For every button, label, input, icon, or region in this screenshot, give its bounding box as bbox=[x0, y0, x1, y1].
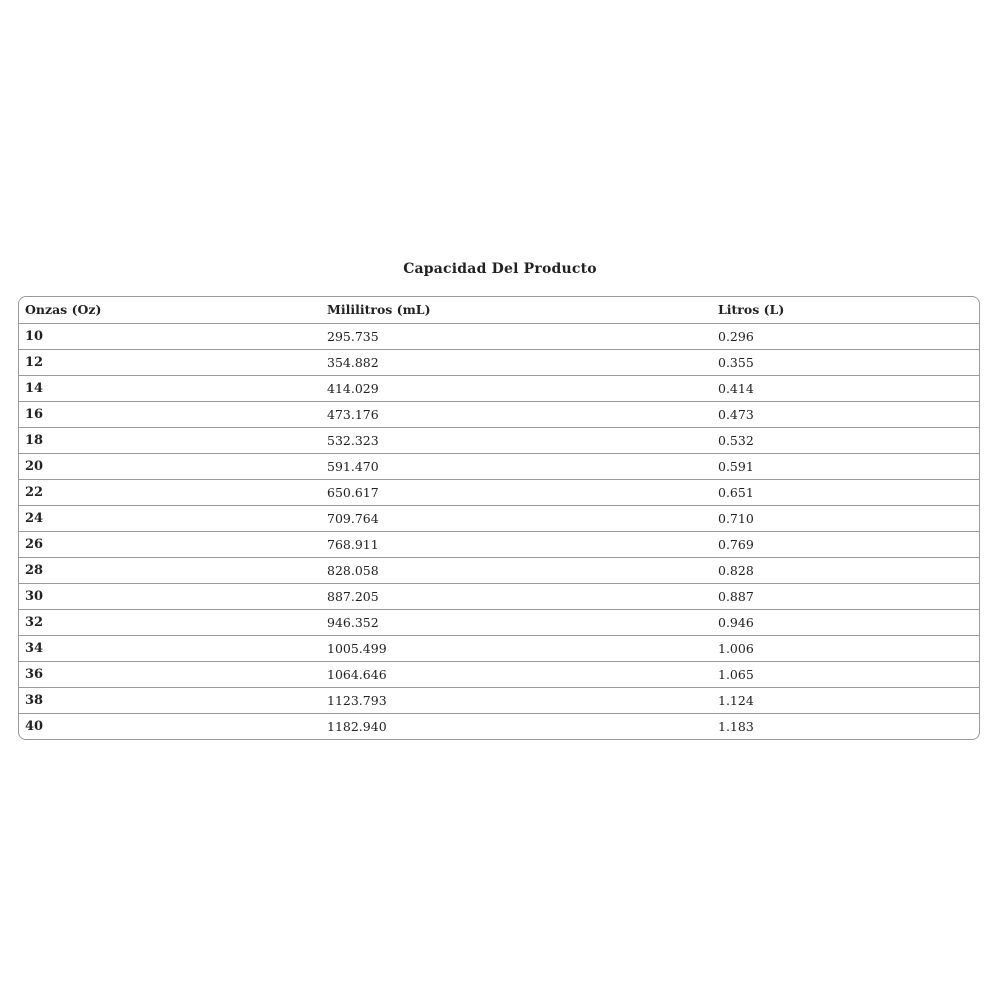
cell-liters: 0.296 bbox=[712, 323, 980, 349]
cell-milliliters: 768.911 bbox=[321, 531, 712, 557]
cell-liters: 0.414 bbox=[712, 375, 980, 401]
cell-liters: 0.710 bbox=[712, 505, 980, 531]
cell-ounces: 32 bbox=[19, 609, 321, 635]
conversion-table bbox=[19, 297, 980, 739]
cell-ounces: 20 bbox=[19, 453, 321, 479]
cell-liters: 1.065 bbox=[712, 661, 980, 687]
table-body bbox=[19, 323, 980, 739]
cell-liters: 0.946 bbox=[712, 609, 980, 635]
table-row bbox=[19, 687, 980, 713]
cell-ounces: 18 bbox=[19, 427, 321, 453]
table-row bbox=[19, 427, 980, 453]
cell-ounces: 10 bbox=[19, 323, 321, 349]
table-row bbox=[19, 661, 980, 687]
cell-liters: 0.355 bbox=[712, 349, 980, 375]
cell-ounces: 24 bbox=[19, 505, 321, 531]
cell-ounces: 22 bbox=[19, 479, 321, 505]
cell-liters: 0.887 bbox=[712, 583, 980, 609]
cell-milliliters: 354.882 bbox=[321, 349, 712, 375]
table-row bbox=[19, 375, 980, 401]
table-row bbox=[19, 479, 980, 505]
cell-liters: 0.769 bbox=[712, 531, 980, 557]
cell-liters: 0.473 bbox=[712, 401, 980, 427]
cell-ounces: 14 bbox=[19, 375, 321, 401]
table-row bbox=[19, 349, 980, 375]
cell-ounces: 16 bbox=[19, 401, 321, 427]
cell-milliliters: 295.735 bbox=[321, 323, 712, 349]
cell-ounces: 40 bbox=[25, 718, 44, 734]
table-row bbox=[19, 635, 980, 661]
cell-milliliters: 887.205 bbox=[321, 583, 712, 609]
header-liters: Litros (L) bbox=[712, 297, 980, 323]
cell-milliliters: 591.470 bbox=[321, 453, 712, 479]
cell-milliliters: 1123.793 bbox=[321, 687, 712, 713]
cell-milliliters: 828.058 bbox=[321, 557, 712, 583]
table-row bbox=[19, 453, 980, 479]
cell-liters: 1.124 bbox=[712, 687, 980, 713]
table-row bbox=[19, 583, 980, 609]
cell-milliliters: 709.764 bbox=[321, 505, 712, 531]
cell-milliliters: 1064.646 bbox=[321, 661, 712, 687]
cell-milliliters: 650.617 bbox=[321, 479, 712, 505]
table-row bbox=[19, 713, 980, 739]
cell-milliliters: 1005.499 bbox=[321, 635, 712, 661]
cell-milliliters: 946.352 bbox=[321, 609, 712, 635]
cell-liters: 0.828 bbox=[712, 557, 980, 583]
table-header-row bbox=[19, 297, 980, 323]
capacity-table bbox=[18, 296, 980, 740]
cell-ounces: 12 bbox=[19, 349, 321, 375]
cell-liters: 0.591 bbox=[712, 453, 980, 479]
cell-milliliters: 414.029 bbox=[321, 375, 712, 401]
table-row bbox=[19, 505, 980, 531]
cell-ounces: 38 bbox=[19, 687, 321, 713]
cell-liters: 1.006 bbox=[712, 635, 980, 661]
table-title: Capacidad Del Producto bbox=[403, 261, 597, 277]
table-row bbox=[19, 531, 980, 557]
cell-ounces: 36 bbox=[19, 661, 321, 687]
cell-milliliters: 473.176 bbox=[321, 401, 712, 427]
cell-ounces: 28 bbox=[19, 557, 321, 583]
cell-milliliters: 532.323 bbox=[321, 427, 712, 453]
cell-ounces: 30 bbox=[19, 583, 321, 609]
cell-liters: 1.183 bbox=[718, 718, 754, 734]
cell-liters: 0.651 bbox=[712, 479, 980, 505]
table-row bbox=[19, 557, 980, 583]
header-milliliters: Mililitros (mL) bbox=[321, 297, 712, 323]
table-row bbox=[19, 323, 980, 349]
cell-ounces: 26 bbox=[19, 531, 321, 557]
cell-milliliters: 1182.940 bbox=[327, 718, 387, 734]
table-row bbox=[19, 401, 980, 427]
cell-ounces: 34 bbox=[19, 635, 321, 661]
cell-liters: 0.532 bbox=[712, 427, 980, 453]
header-ounces: Onzas (Oz) bbox=[19, 297, 321, 323]
table-row bbox=[19, 609, 980, 635]
